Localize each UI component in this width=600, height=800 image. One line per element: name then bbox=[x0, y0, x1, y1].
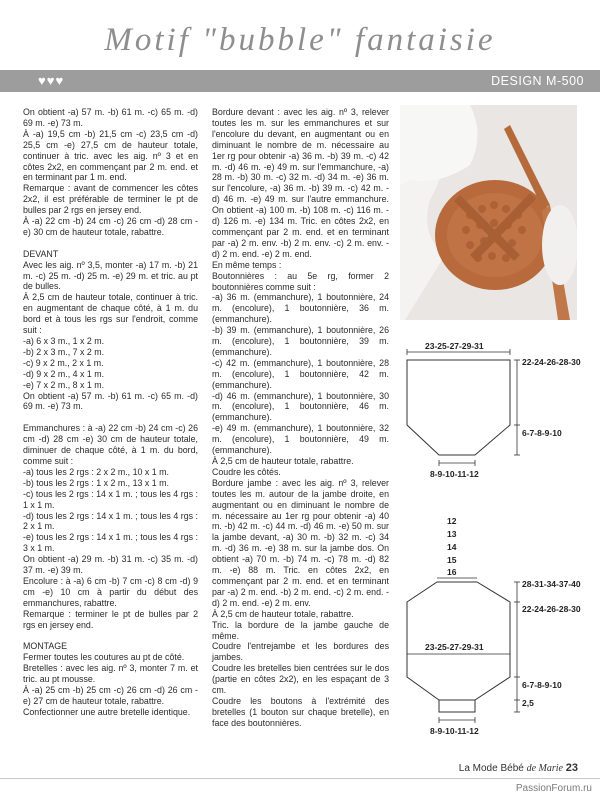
paragraph: -d) tous les 2 rgs : 14 x 1 m. ; tous les 4 rgs : 2 x 1 m. bbox=[23, 510, 198, 532]
paragraph: -d) 9 x 2 m., 4 x 1 m. bbox=[23, 368, 105, 379]
back-right-mid: 22-24-26-28-30 bbox=[522, 604, 581, 614]
page-title: Motif "bubble" fantaisie bbox=[104, 22, 496, 58]
footer-divider bbox=[0, 778, 600, 779]
paragraph: À 2,5 cm de hauteur totale, rabattre. bbox=[212, 456, 354, 466]
hearts-icon: ♥♥♥ bbox=[38, 73, 65, 88]
watermark: PassionForum.ru bbox=[515, 783, 592, 794]
paragraph: On obtient -a) 57 m. -b) 61 m. -c) 65 m. -d) 69 m. -e) 73 m. bbox=[23, 390, 198, 412]
paragraph: -a) 6 x 3 m., 1 x 2 m. bbox=[23, 336, 105, 347]
paragraph: Avec les aig. nº 3,5, monter -a) 17 m. -b) 21 m. -c) 25 m. -d) 25 m. -e) 29 m. et tric. au pt de bulles. bbox=[23, 259, 198, 292]
front-bottom-width: 8-9-10-11-12 bbox=[430, 469, 479, 479]
paragraph: -b) 2 x 3 m., 7 x 2 m. bbox=[23, 346, 105, 357]
paragraph: -b) tous les 2 rgs : 1 x 2 m., 13 x 1 m. bbox=[23, 477, 169, 488]
paragraph: -b) 39 m. (emmanchure), 1 boutonnière, 26 m. (encolure), 1 boutonnière, 39 m. (emmanchure). bbox=[212, 325, 389, 357]
paragraph: -d) 46 m. (emmanchure), 1 boutonnière, 30 m. (encolure), 1 boutonnière, 46 m. (emmanchure). bbox=[212, 390, 389, 423]
paragraph: Coudre l'entrejambe et les bordures des jambes. bbox=[212, 641, 389, 663]
paragraph: Fermer toutes les coutures au pt de côté. bbox=[23, 652, 185, 663]
back-stack-2: 13 bbox=[447, 529, 457, 539]
back-schematic bbox=[395, 512, 600, 762]
paragraph: Coudre les côtés. bbox=[212, 466, 281, 477]
paragraph: À -a) 22 cm -b) 24 cm -c) 26 cm -d) 28 cm -e) 30 cm de hauteur totale, rabattre. bbox=[23, 216, 198, 237]
paragraph: -a) 36 m. (emmanchure), 1 boutonnière, 24 m. (encolure), 1 boutonnière, 36 m. (emmanchure). bbox=[212, 292, 389, 325]
back-rib: 2,5 bbox=[522, 698, 534, 708]
paragraph: -c) 9 x 2 m., 2 x 1 m. bbox=[23, 357, 104, 368]
paragraph: Emmanchures : à -a) 22 cm -b) 24 cm -c) 26 cm -d) 28 cm -e) 30 cm de hauteur totale, diminuer de chaque côté, à 1 m. du bord, comme suit : bbox=[23, 423, 198, 466]
front-top-width: 23-25-27-29-31 bbox=[425, 341, 484, 351]
paragraph: Coudre les boutons à l'extrémité des bretelles (1 bouton sur chaque bretelle), en face des boutonnières. bbox=[212, 695, 389, 728]
paragraph bbox=[23, 238, 198, 249]
front-right-height: 22-24-26-28-30 bbox=[522, 357, 581, 367]
back-right-top: 28-31-34-37-40 bbox=[522, 579, 581, 589]
paragraph: À 2,5 cm de hauteur totale, continuer à tric. en augmentant de chaque côté, à 1 m. du bord et à tous les rgs sur l'endroit, comme suit : bbox=[23, 292, 198, 336]
paragraph: À -a) 19,5 cm -b) 21,5 cm -c) 23,5 cm -d) 25,5 cm -e) 27,5 cm de hauteur totale, continuer à tric. avec les aig. nº 3 et en côtes 2x2, en commençant par 2 m. end. et en terminant par 1 m. end. bbox=[23, 128, 198, 183]
paragraph: À 2,5 cm de hauteur totale, rabattre. bbox=[212, 608, 354, 619]
paragraph: -e) 49 m. (emmanchure), 1 boutonnière, 32 m. (encolure), 1 boutonnière, 49 m. (emmanchure). bbox=[212, 423, 389, 456]
paragraph: -c) 42 m. (emmanchure), 1 boutonnière, 28 m. (encolure), 1 boutonnière, 42 m. (emmanchure). bbox=[212, 357, 389, 390]
back-bottom-width: 8-9-10-11-12 bbox=[430, 726, 479, 736]
paragraph: Remarque : terminer le pt de bulles par 2 rgs en jersey end. bbox=[23, 608, 198, 630]
paragraph: On obtient -a) 29 m. -b) 31 m. -c) 35 m. -d) 37 m. -e) 39 m. bbox=[23, 554, 198, 576]
back-stack-4: 15 bbox=[447, 555, 457, 565]
paragraph: MONTAGE bbox=[23, 641, 68, 652]
text-column-1 bbox=[23, 107, 198, 718]
paragraph: -e) 7 x 2 m., 8 x 1 m. bbox=[23, 379, 105, 390]
paragraph: -c) tous les 2 rgs : 14 x 1 m. ; tous les 4 rgs : 1 x 1 m. bbox=[23, 488, 198, 510]
paragraph bbox=[23, 630, 198, 641]
back-right-side: 6-7-8-9-10 bbox=[522, 680, 562, 690]
back-stack-3: 14 bbox=[447, 542, 457, 552]
front-right-side: 6-7-8-9-10 bbox=[522, 428, 562, 438]
paragraph: Bordure jambe : avec les aig. nº 3, relever toutes les m. autour de la jambe droite, en augmentant ou en diminuant le nombre de m. nécessaire au 1er rg pour obtenir -a) 40 m. -b) 42 m. -c) 44 m. -d) 46 m. -e) 50 m. sur la jambe devant, -a) 30 m. -b) 32 m. -c) 34 m. -d) 36 m. -e) 38 m. sur la jambe dos. On obtient -a) 70 m. -b) 74 m. -c) 78 m. -d) 82 m. -e) 88 m. Tric. en côtes 2x2, en commençant par 2 m. end. et en terminant par -a) 2 m. end. -b) 2 m. end. -c) 2 m. end. -d) 2 m. end. -e) 2 m. env. bbox=[212, 477, 389, 608]
paragraph: DEVANT bbox=[23, 248, 59, 259]
back-width: 23-25-27-29-31 bbox=[425, 642, 484, 652]
paragraph: Boutonnières : au 5e rg, former 2 boutonnières comme suit : bbox=[212, 270, 389, 292]
paragraph: Confectionner une autre bretelle identique. bbox=[23, 706, 191, 717]
paragraph: Bretelles : avec les aig. nº 3, monter 7 m. et tric. au pt mousse. bbox=[23, 663, 198, 685]
paragraph: En même temps : bbox=[212, 259, 282, 270]
paragraph: Coudre les bretelles bien centrées sur le dos (partie en côtes 2x2), en les espaçant de 3 cm. bbox=[212, 663, 389, 696]
paragraph: Encolure : à -a) 6 cm -b) 7 cm -c) 8 cm -d) 9 cm -e) 10 cm à partir du début des emmanchures, rabattre. bbox=[23, 575, 198, 608]
paragraph: À -a) 25 cm -b) 25 cm -c) 26 cm -d) 26 cm -e) 27 cm de hauteur totale, rabattre. bbox=[23, 684, 198, 706]
text-column-2 bbox=[212, 107, 389, 729]
page-number: 23 bbox=[565, 762, 578, 774]
back-stack-1: 12 bbox=[447, 516, 457, 526]
paragraph: On obtient -a) 57 m. -b) 61 m. -c) 65 m. -d) 69 m. -e) 73 m. bbox=[23, 107, 198, 128]
front-schematic bbox=[395, 335, 600, 485]
back-stack-5: 16 bbox=[447, 567, 457, 577]
paragraph bbox=[23, 412, 198, 423]
design-code: DESIGN M-500 bbox=[491, 74, 584, 88]
paragraph: -e) tous les 2 rgs : 14 x 1 m. ; tous les 4 rgs : 3 x 1 m. bbox=[23, 532, 198, 554]
paragraph: -a) tous les 2 rgs : 2 x 2 m., 10 x 1 m. bbox=[23, 466, 169, 477]
paragraph: Bordure devant : avec les aig. nº 3, relever toutes les m. sur les emmanchures et sur l'encolure du devant, en augmentant ou en diminuant le nombre de m. nécessaire au 1er rg pour obtenir -a) 36 m. -b) 39 m. -c) 42 m. -d) 46 m. -e) 49 m. sur l'emmanchure, -a) 28 m. -b) 30 m. -c) 32 m. -d) 34 m. -e) 36 m. sur l'encolure, -a) 36 m. -b) 39 m. -c) 42 m. -d) 46 m. -e) 49 m. sur l'autre emmanchure. On obtient -a) 100 m. -b) 108 m. -c) 116 m. -d) 126 m. -e) 134 m. Tric. en côtes 2x2, en commençant par 2 m. end. et en terminant par -a) 2 m. env. -b) 2 m. env. -c) 2 m. env. -d) 2 m. end. -e) 2 m. end. bbox=[212, 107, 389, 259]
magazine-brand: La Mode Bébé de Marie bbox=[458, 763, 563, 774]
baby-photo bbox=[400, 105, 577, 320]
paragraph: Tric. la bordure de la jambe gauche de même. bbox=[212, 619, 389, 641]
paragraph: Remarque : avant de commencer les côtes 2x2, il est préférable de terminer le pt de bulles par 2 rgs en jersey end. bbox=[23, 183, 198, 216]
